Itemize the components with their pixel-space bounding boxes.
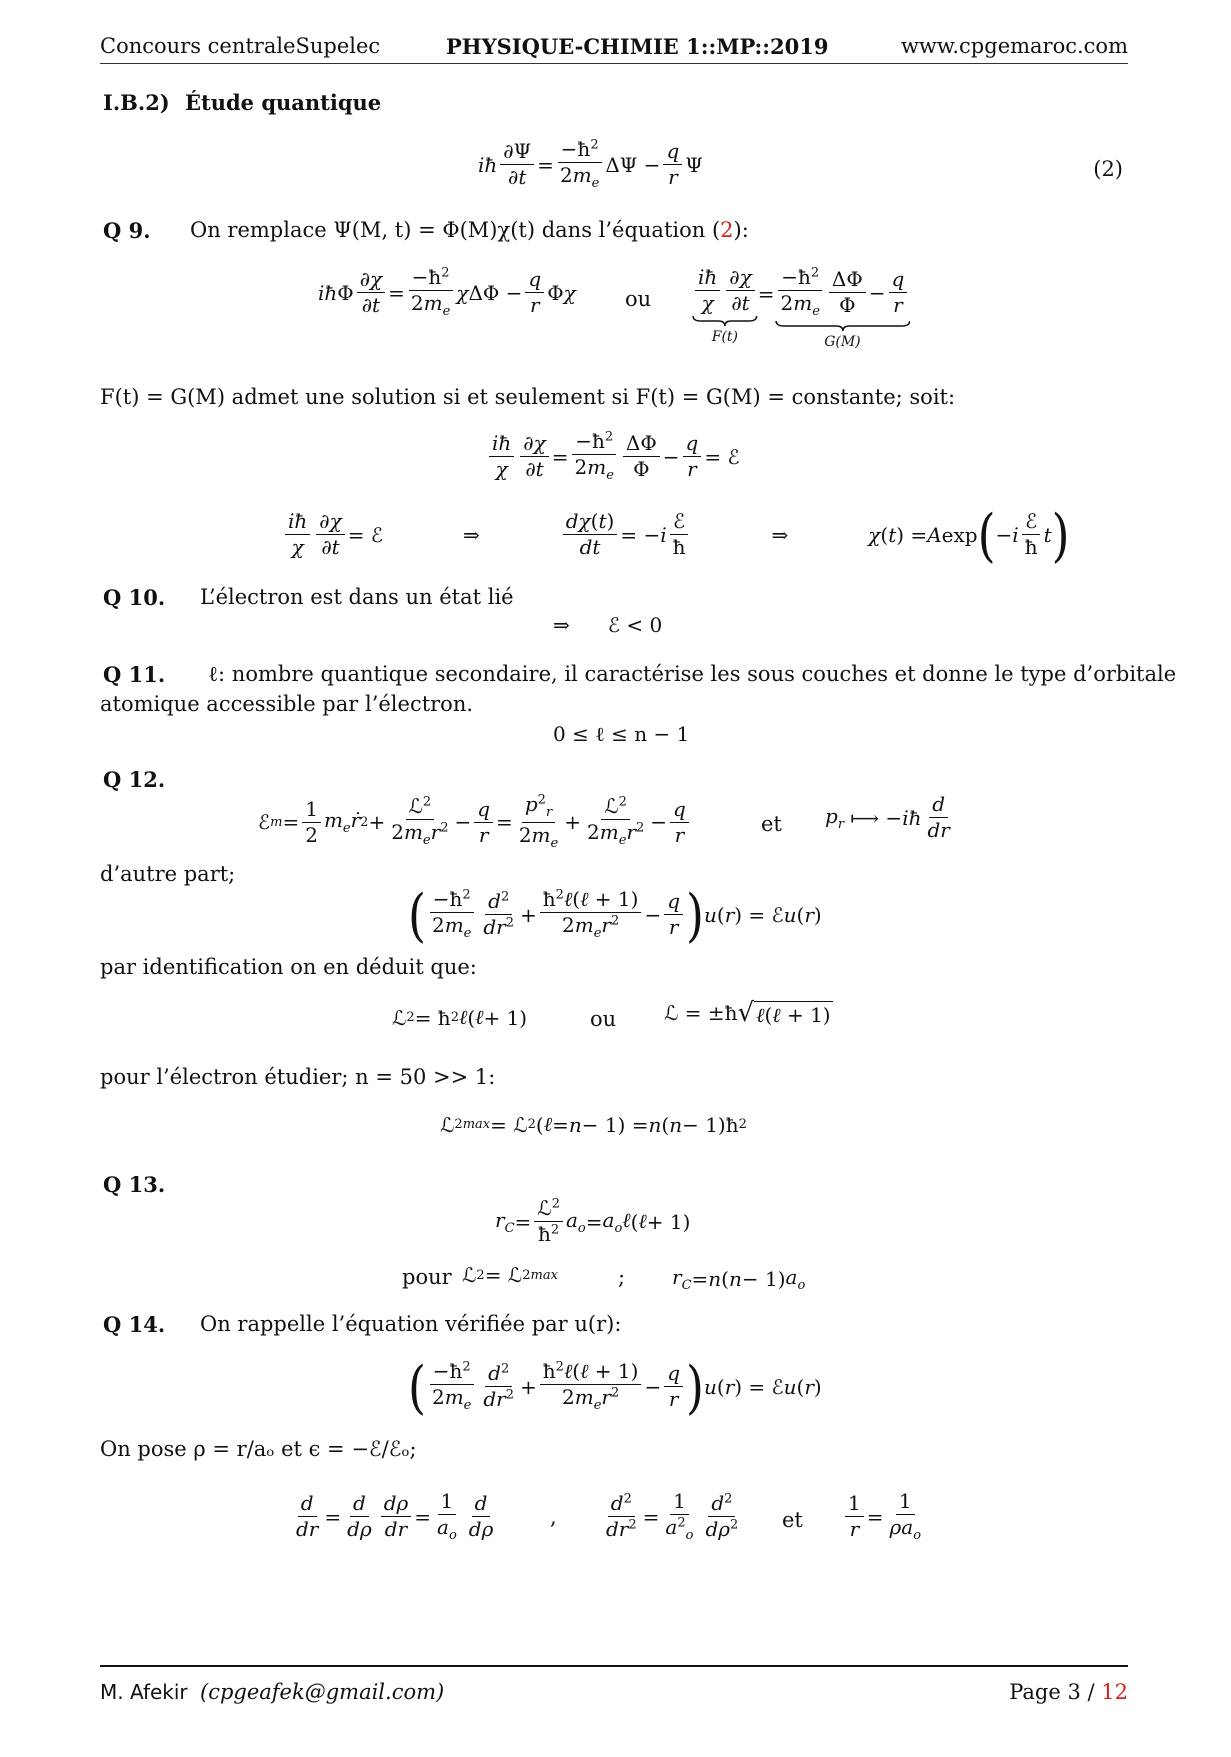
q12-pour-electron: pour l’électron étudier; n = 50 >> 1:: [100, 1065, 496, 1089]
q12-identification: par identification on en déduit que:: [100, 955, 477, 979]
q10-result: ⇒ ℰ < 0: [553, 613, 663, 637]
q9-text: On remplace Ψ(M, t) = Φ(M)χ(t) dans l’équation (2):: [190, 218, 749, 242]
q13-pour: pour: [402, 1265, 452, 1289]
q12-ou: ou: [590, 1007, 617, 1031]
brace-label-G: G(M): [824, 333, 861, 350]
header-center: PHYSIQUE-CHIMIE 1::MP::2019: [446, 34, 829, 59]
footer-author: M. Afekir: [100, 1680, 188, 1704]
q13-radius-equation: $r_C$ = $\frac{ℒ^2}{ħ^2}$ $a_o$ = $a_o\ell$ ( ℓ + 1): [495, 1196, 691, 1246]
q11-label: Q 11.: [103, 662, 166, 687]
q12-L-squared: ℒ 2 = ħ 2 ℓ ( ℓ + 1): [392, 1005, 528, 1030]
q14-radial-equation: ( $\frac{-ħ^2}{2m_e}$ $\frac{d^2}{dr^2}$ + $\frac{ħ^2\ell(\ell + 1)}{2m_er^2}$ − $\frac{q}{r}$ ) u ( r ) = ℰ u ( r ): [408, 1353, 822, 1421]
q14-derivatives: $\frac{d}{dr}$ = $\frac{d}{d\rho}$ $\frac{d\rho}{dr}$ = $\frac{1}{a_o}$ $\frac{d}{d\rho}$: [296, 1489, 494, 1543]
q14-label: Q 14.: [103, 1312, 166, 1337]
q14-on-pose: On pose ρ = r/aₒ et ϵ = −ℰ/ℰₒ;: [100, 1437, 417, 1461]
q10-label: Q 10.: [103, 585, 166, 610]
underbrace-G: [775, 320, 911, 332]
equation-ref-link[interactable]: 2: [720, 218, 734, 242]
q12-autre-part: d’autre part;: [100, 862, 236, 886]
q12-et: et: [761, 812, 782, 836]
q9-ou: ou: [625, 287, 652, 311]
footer-page: Page 3 / 12: [1009, 1680, 1128, 1704]
q9-equation-substituted: iħ Φ $\frac{\partial\chi}{\partial t}$ = $\frac{-ħ^2}{2m_e}$ χ ΔΦ − $\frac{q}{r}$ Φ χ: [318, 265, 576, 319]
q10-text: L’électron est dans un état lié: [200, 585, 514, 609]
header-right: www.cpgemaroc.com: [900, 34, 1128, 58]
q12-energy-equation: ℰ m = $\frac{1}{2}$ $m_eṙ$ 2 + $\frac{ℒ^2}{2m_er^2}$ − $\frac{q}{r}$ = $\frac{p^2_r}{2m_e}$ + $\frac{ℒ^2}{2m_er^2}$ − $\frac{q}{r}$: [258, 793, 692, 852]
header-rule: [100, 63, 1128, 64]
equation-schrodinger: iħ $\frac{\partial\Psi}{\partial t}$ = $\frac{-ħ^2}{2m_e}$ ΔΨ − $\frac{q}{r}$ Ψ: [478, 137, 703, 191]
paragraph-FG: F(t) = G(M) admet une solution si et seulement si F(t) = G(M) = constante; soit:: [100, 385, 956, 409]
q12-L-value: ℒ = ±ħ √ ℓ(ℓ + 1): [664, 998, 831, 1028]
equation-chi-solution: $\frac{iħ}{\chi}$ $\frac{\partial\chi}{\partial t}$ = ℰ ⇒ $\frac{d\chi(t)}{dt}$ = − i $\frac{\text{ℰ}}{ħ}$ ⇒ χ ( t ) = A exp ( − i $\frac{\text{ℰ}}{ħ}$ t ): [282, 510, 1070, 559]
q14-inverse-r: $\frac{1}{r}$ = $\frac{1}{\rho a_o}$: [842, 1490, 927, 1544]
section-title: Étude quantique: [185, 90, 382, 115]
q12-radial-equation: ( $\frac{-ħ^2}{2m_e}$ $\frac{d^2}{dr^2}$ + $\frac{ħ^2\ell(\ell + 1)}{2m_er^2}$ − $\frac{q}{r}$ ) u ( r ) = ℰ u ( r ): [408, 881, 822, 949]
underbrace-F: [692, 315, 758, 327]
equation-number: (2): [1093, 157, 1123, 181]
equation-constant-E: $\frac{iħ}{\chi}$ $\frac{\partial\chi}{\partial t}$ = $\frac{-ħ^2}{2m_e}$ $\frac{\Delta\Phi}{\Phi}$ − $\frac{q}{r}$ = ℰ: [486, 430, 740, 484]
q14-comma: ,: [550, 1505, 557, 1529]
q13-L-condition: ℒ 2 = ℒ 2 max: [462, 1263, 558, 1287]
q13-semicolon: ;: [618, 1265, 626, 1289]
brace-label-F: F(t): [711, 329, 738, 345]
q13-rc-result: $r_C$ = n ( n − 1) $a_o$: [672, 1265, 806, 1293]
q12-L-max: ℒ 2 max = ℒ 2 ( ℓ = n − 1) = n ( n − 1)ħ 2: [440, 1112, 747, 1137]
footer-email[interactable]: (cpgeafek@gmail.com): [200, 1680, 445, 1704]
q12-label: Q 12.: [103, 767, 166, 792]
footer-rule: [100, 1665, 1128, 1667]
q14-second-derivative: $\frac{d^2}{dr^2}$ = $\frac{1}{a^2_o}$ $\frac{d^2}{d\rho^2}$: [606, 1489, 739, 1543]
q9-label: Q 9.: [103, 218, 151, 243]
section-label: I.B.2): [103, 90, 170, 115]
q11-line2: atomique accessible par l’électron.: [100, 692, 474, 716]
header-left: Concours centraleSupelec: [100, 34, 381, 58]
q11-range: 0 ≤ ℓ ≤ n − 1: [553, 722, 690, 746]
q11-line1: ℓ: nombre quantique secondaire, il caractérise les sous couches et donne le type d’orbitale: [208, 662, 1177, 686]
q13-label: Q 13.: [103, 1172, 166, 1197]
q14-text: On rappelle l’équation vérifiée par u(r):: [200, 1312, 622, 1336]
q12-momentum-operator: $p_r$ ⟼ − iħ $\frac{d}{dr}$: [825, 792, 950, 842]
page-total-link[interactable]: 12: [1101, 1680, 1128, 1704]
q9-equation-separated: $\frac{iħ}{\chi}$ $\frac{\partial\chi}{\partial t}$ F(t) = $\frac{-ħ^2}{2m_e}$ $\frac{\Delta\Phi}{\Phi}$ − $\frac{q}{r}$ G(M): [692, 266, 910, 350]
q14-et: et: [782, 1508, 803, 1532]
